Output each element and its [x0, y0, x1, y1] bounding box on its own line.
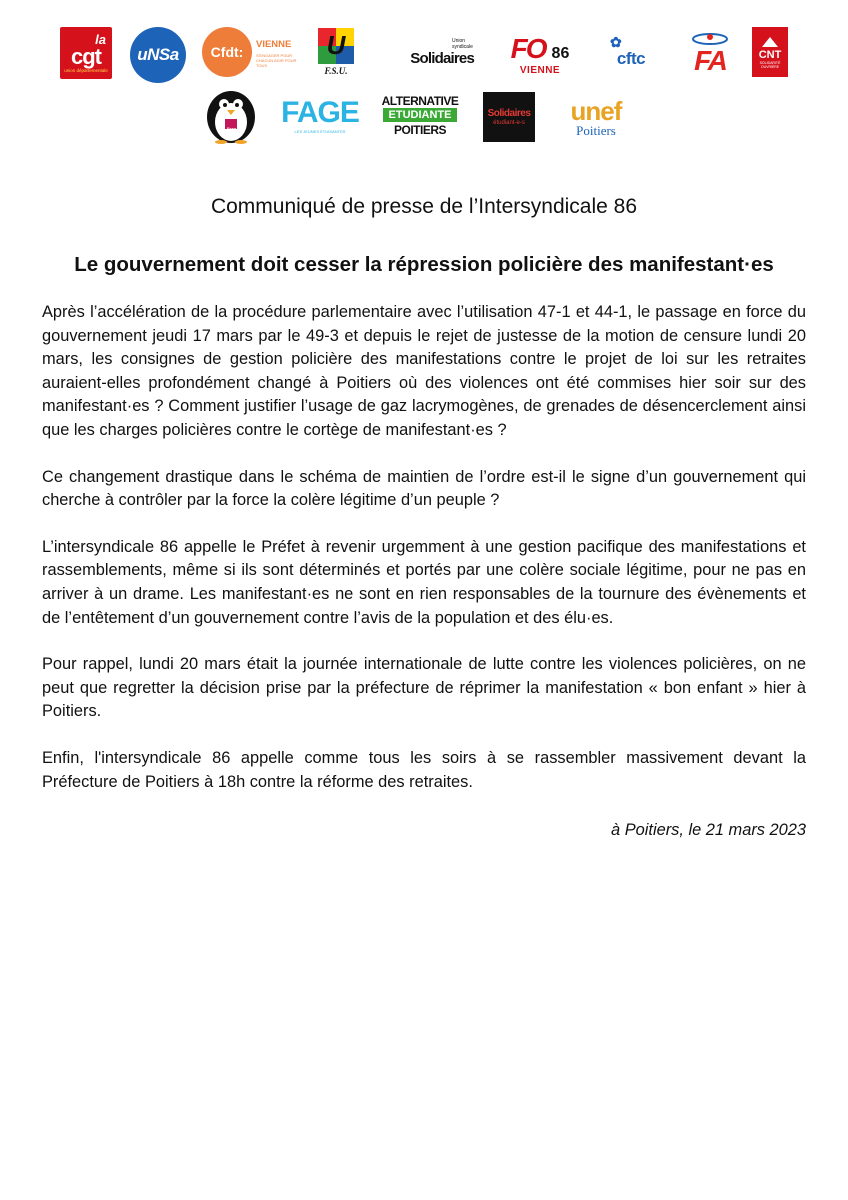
alternative-etudiante-logo	[380, 90, 460, 142]
signature-date: à Poitiers, le 21 mars 2023	[611, 821, 806, 839]
fa-logo	[686, 28, 734, 80]
solidaires-logo-sub: Union syndicale	[452, 37, 473, 50]
solidaires-etu-logo-main: Solidaires	[487, 108, 531, 119]
fo-logo	[505, 30, 575, 78]
cgt-logo	[60, 27, 112, 79]
fo-logo-sub: VIENNE	[519, 64, 561, 76]
fa-logo-main: FA	[694, 45, 726, 76]
fsu-logo-main: U	[326, 30, 346, 60]
fage-logo-sub: LES JEUNES ÉTUDIANTES	[294, 128, 346, 134]
paragraph-2: Ce changement drastique dans le schéma de maintien de l’ordre est-il le signe d’un gouvernement qui cherche à contrôler par la force la colère légitime d’un peuple ?	[42, 467, 806, 510]
alternative-logo-line1: ALTERNATIVE	[381, 94, 459, 108]
fsu-logo-mark	[318, 28, 354, 64]
cfdt-logo-sub: S'ENGAGER POUR CHACUN AGIR POUR TOUS	[256, 53, 297, 68]
paragraph-1: Après l’accélération de la procédure parlementaire avec l’utilisation 47-1 et 44-1, le passage en force du gouvernement jeudi 17 mars par le 49-3 et depuis le rejet de justesse de la motion de censure lundi 20 mars, les consignes de gestion policière des manifestations contre le projet de loi sur les retraites auraient-elles profondément changé à Poitiers où des violences ont été commises hier soir sur des manifestant·es ? Comment justifier l’usage de gaz lacrymogènes, de grenades de désencerclement ainsi que les charges policières contre le cortège de manifestant·es ?	[42, 303, 806, 439]
penguin-badge: Fsep	[227, 126, 237, 131]
fa-wave-icon	[690, 32, 730, 46]
paragraph-3: L’intersyndicale 86 appelle le Préfet à revenir urgemment à une gestion pacifique des manifestations et rassemblements, même si ils sont déterminés et portés par une colère sociale légitime, pour ne pas en arriver à un drame. Les manifestant·es ne sont en rien responsables de la tournure des évènements et de l’entêtement d’un gouvernement contre l’avis de la population et des élu·es.	[42, 537, 806, 627]
cfdt-logo	[202, 27, 302, 77]
fsu-logo	[316, 26, 356, 78]
alternative-logo-line3: POITIERS	[393, 123, 446, 137]
cnt-logo-sub: SOLIDARITÉ OUVRIÈRE	[759, 61, 781, 69]
solidaires-etu-logo-sub: étudiant-e-s	[493, 120, 525, 126]
unsa-logo	[130, 27, 186, 83]
penguin-logo	[203, 86, 259, 144]
cfdt-logo-circle	[202, 27, 252, 77]
fsu-logo-sub: F.S.U.	[324, 66, 348, 76]
body-text	[42, 301, 806, 817]
fo-logo-main: FO	[510, 32, 546, 64]
cgt-logo-sub: union départementale	[64, 67, 108, 73]
cfdt-logo-side: VIENNE	[256, 39, 292, 50]
fage-logo-main: FAGE	[281, 95, 359, 129]
solidaires-logo-main: Solidaires	[410, 49, 474, 67]
cftc-logo	[606, 32, 656, 72]
alternative-logo-line2: ETUDIANTE	[383, 108, 458, 122]
dove-icon: ✿	[610, 34, 622, 50]
fo-logo-top	[511, 33, 570, 65]
fo-logo-num: 86	[551, 44, 570, 62]
unef-logo-main: unef	[570, 96, 622, 126]
cgt-logo-main: cgt	[71, 43, 101, 69]
cftc-logo-main: cftc	[616, 49, 646, 68]
headline: Le gouvernement doit cesser la répression policière des manifestant·es	[74, 253, 774, 276]
unsa-logo-text: uNSa	[137, 45, 179, 64]
solidaires-etudiants-logo	[483, 92, 535, 142]
fist-icon	[760, 35, 780, 49]
cnt-logo	[752, 27, 788, 77]
unef-logo-sub: Poitiers	[576, 123, 616, 138]
paragraph-4: Pour rappel, lundi 20 mars était la journée internationale de lutte contre les violences policières, on ne peut que regretter la décision prise par la préfecture de réprimer la manifestation « bon enfant » hier à Poitiers.	[42, 655, 806, 721]
paragraph-5: Enfin, l'intersyndicale 86 appelle comme tous les soirs à se rassembler massivement devant la Préfecture de Poitiers à 18h contre la réforme des retraites.	[42, 748, 806, 791]
cnt-logo-main: CNT	[758, 49, 782, 61]
solidaires-logo	[388, 36, 474, 68]
penguin-icon	[203, 86, 259, 144]
fage-logo	[280, 92, 360, 138]
cgt-logo-top: la	[95, 31, 106, 47]
unef-logo	[556, 94, 636, 142]
cfdt-logo-main: Cfdt:	[210, 44, 244, 60]
press-release-label: Communiqué de presse de l’Intersyndicale 86	[210, 195, 638, 218]
